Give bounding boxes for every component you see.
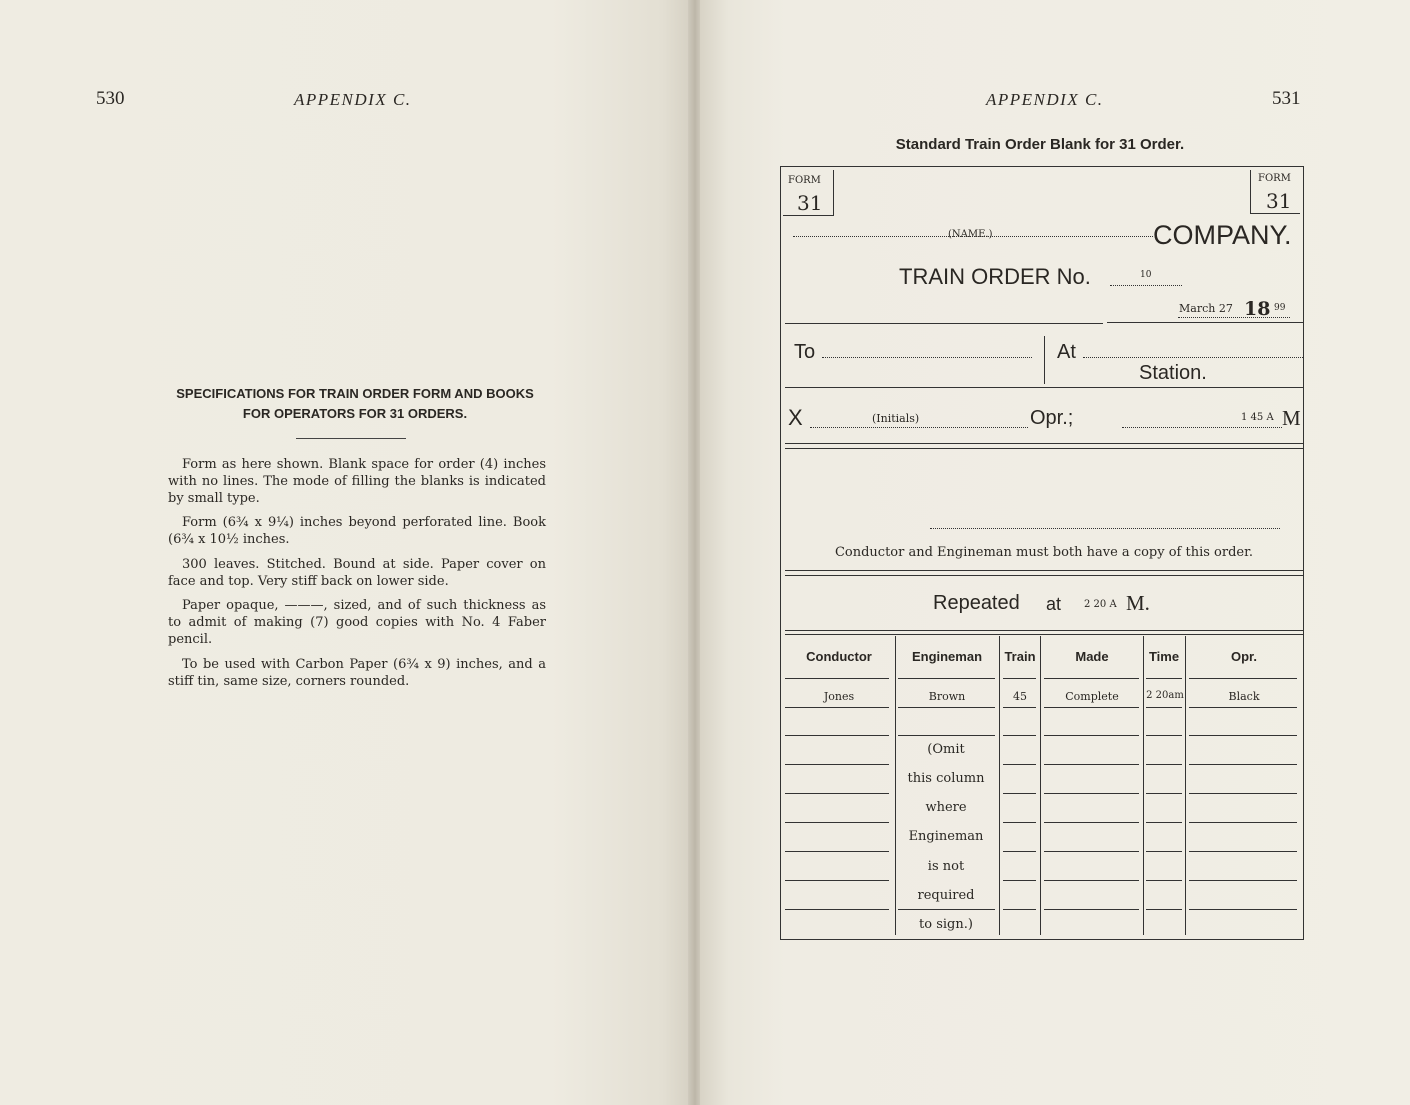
opr-label: Opr.; — [1030, 407, 1074, 429]
engineman-note-line-6: required — [917, 888, 975, 903]
spec-paragraph-5: To be used with Carbon Paper (6¾ x 9) inches, and a stiff tin, same size, corners rounded. — [168, 657, 546, 689]
x-label: X — [788, 405, 803, 430]
spec-divider — [296, 438, 406, 439]
form-label-left: FORM — [788, 175, 821, 186]
company-label: COMPANY. — [1153, 220, 1292, 250]
header-opr: Opr. — [1230, 649, 1257, 664]
engineman-note-line-5: is not — [927, 859, 965, 874]
spec-paragraph-1: Form as here shown. Blank space for order (4) inches with no lines. The mode of filling the blanks is indicated by small type. — [168, 457, 546, 506]
spec-title-line2: FOR OPERATORS FOR 31 ORDERS. — [242, 406, 468, 421]
date-year: 99 — [1274, 303, 1286, 313]
name-hint: (NAME.) — [948, 229, 993, 240]
spec-title-line1: SPECIFICATIONS FOR TRAIN ORDER FORM AND BOOKS — [176, 386, 534, 401]
page-number-right: 531 — [1272, 88, 1301, 109]
header-time: Time — [1148, 649, 1180, 664]
cell-conductor: Jones — [823, 690, 855, 703]
cell-opr: Black — [1228, 690, 1260, 703]
spec-paragraph-2: Form (6¾ x 9¼) inches beyond perforated line. Book (6¾ x 10½ inches. — [168, 515, 546, 547]
cell-made: Complete — [1065, 690, 1119, 703]
station-label: Station. — [1139, 362, 1207, 384]
form-number-left: 31 — [797, 191, 823, 215]
header-engineman: Engineman — [911, 649, 983, 664]
repeated-m: M. — [1126, 591, 1150, 615]
time-m: M — [1282, 406, 1301, 430]
at-field — [1083, 357, 1303, 358]
to-field — [822, 357, 1032, 358]
header-conductor: Conductor — [806, 649, 872, 664]
engineman-note-line-4: Engineman — [908, 829, 984, 844]
running-head-right: APPENDIX C. — [986, 90, 1104, 109]
date-month-day: March 27 — [1179, 302, 1233, 315]
form-number-right: 31 — [1266, 189, 1292, 213]
at-label: At — [1057, 341, 1076, 363]
engineman-note-line-7: to sign.) — [919, 917, 973, 932]
header-made: Made — [1075, 649, 1109, 664]
train-order-label: TRAIN ORDER No. — [899, 264, 1091, 289]
time-value: 1 45 A — [1241, 412, 1274, 423]
form-label-right: FORM — [1258, 173, 1291, 184]
spec-paragraph-4: Paper opaque, ———, sized, and of such thickness as to admit of making (7) good copies with No. 4 Faber pencil. — [168, 598, 546, 647]
cell-time: 2 20am — [1146, 690, 1184, 701]
repeated-at-label: at — [1046, 594, 1062, 614]
cell-train: 45 — [1013, 690, 1027, 703]
running-head-left: APPENDIX C. — [294, 90, 412, 109]
repeated-time: 2 20 A — [1084, 599, 1117, 610]
repeated-label: Repeated — [933, 592, 1020, 614]
date-century: 18 — [1244, 298, 1271, 320]
form-title: Standard Train Order Blank for 31 Order. — [895, 136, 1185, 153]
copy-note: Conductor and Engineman must both have a copy of this order. — [834, 545, 1254, 560]
spec-title — [150, 384, 560, 424]
initials-hint: (Initials) — [872, 412, 920, 425]
signature-line — [930, 528, 1280, 529]
to-label: To — [794, 341, 816, 363]
cell-engineman: Brown — [928, 690, 966, 703]
engineman-note-line-1: (Omit — [927, 742, 965, 757]
train-order-number: 10 — [1140, 270, 1152, 280]
header-train: Train — [1004, 649, 1036, 664]
engineman-note-line-3: where — [925, 800, 967, 815]
left-page — [0, 0, 690, 1105]
spec-paragraph-3: 300 leaves. Stitched. Bound at side. Paper cover on face and top. Very stiff back on lower side. — [168, 557, 546, 589]
page-number-left: 530 — [96, 88, 125, 109]
engineman-note-line-2: this column — [907, 771, 985, 786]
